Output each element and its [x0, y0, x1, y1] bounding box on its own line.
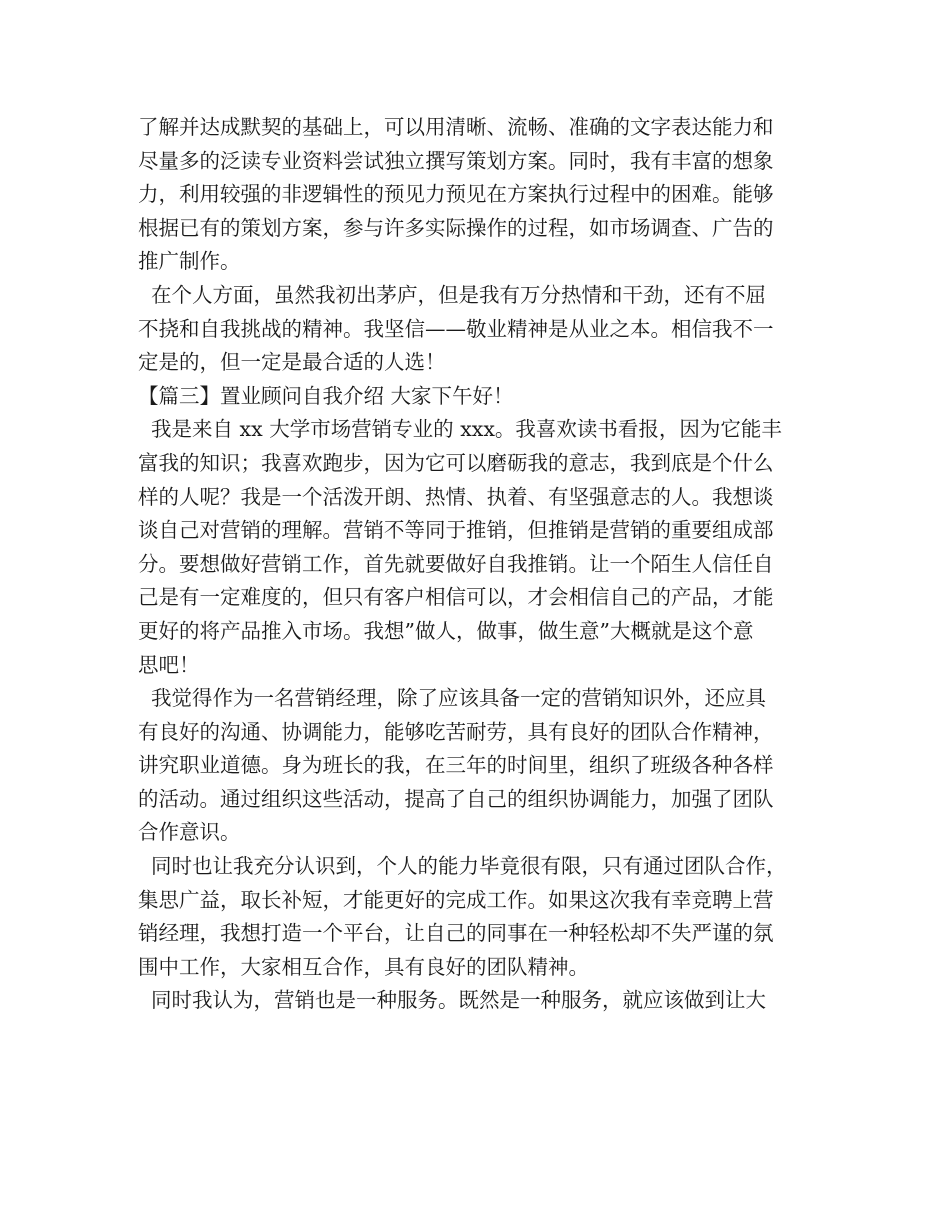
text-line: 我觉得作为一名营销经理，除了应该具备一定的营销知识外，还应具	[138, 686, 767, 711]
text-line: 围中工作，大家相互合作，具有良好的团队精神。	[138, 954, 589, 979]
text-line: 力，利用较强的非逻辑性的预见力预见在方案执行过程中的困难。能够	[138, 182, 774, 207]
section-heading: 【篇三】置业顾问自我介绍 大家下午好！	[138, 383, 514, 408]
document-page	[138, 111, 828, 1018]
text-line: 在个人方面，虽然我初出茅庐，但是我有万分热情和干劲，还有不屈	[138, 282, 767, 307]
text-line: 有良好的沟通、协调能力，能够吃苦耐劳，具有良好的团队合作精神，	[138, 719, 774, 744]
text-line: 分。要想做好营销工作，首先就要做好自我推销。让一个陌生人信任自	[138, 551, 774, 576]
text-line: 集思广益，取长补短，才能更好的完成工作。如果这次我有幸竞聘上营	[138, 887, 774, 912]
text-line: 了解并达成默契的基础上，可以用清晰、流畅、准确的文字表达能力和	[138, 115, 774, 139]
text-line: 合作意识。	[138, 820, 241, 845]
text-line: 根据已有的策划方案，参与许多实际操作的过程，如市场调查、广告的	[138, 215, 774, 240]
text-line: 样的人呢？我是一个活泼开朗、热情、执着、有坚强意志的人。我想谈	[138, 484, 774, 509]
text-line: 更好的将产品推入市场。我想”做人，做事，做生意”大概就是这个意	[138, 618, 754, 643]
text-line: 推广制作。	[138, 249, 241, 274]
text-line: 讲究职业道德。身为班长的我，在三年的时间里，组织了班级各种各样	[138, 753, 774, 778]
text-line: 我是来自 xx 大学市场营销专业的 xxx。我喜欢读书看报，因为它能丰	[138, 417, 782, 442]
text-line: 同时也让我充分认识到，个人的能力毕竟很有限，只有通过团队合作，	[138, 854, 787, 879]
text-line: 定是的，但一定是最合适的人选！	[138, 350, 446, 375]
text-line: 己是有一定难度的，但只有客户相信可以，才会相信自己的产品，才能	[138, 585, 774, 610]
text-line: 销经理，我想打造一个平台，让自己的同事在一种轻松却不失严谨的氛	[138, 921, 774, 946]
text-line: 尽量多的泛读专业资料尝试独立撰写策划方案。同时，我有丰富的想象	[138, 148, 774, 173]
text-line: 谈自己对营销的理解。营销不等同于推销，但推销是营销的重要组成部	[138, 518, 774, 543]
text-line: 的活动。通过组织这些活动，提高了自己的组织协调能力，加强了团队	[138, 786, 774, 811]
text-line: 富我的知识；我喜欢跑步，因为它可以磨砺我的意志，我到底是个什么	[138, 450, 774, 475]
text-line: 思吧！	[138, 652, 200, 677]
text-line: 同时我认为，营销也是一种服务。既然是一种服务，就应该做到让大	[138, 988, 767, 1013]
text-line: 不挠和自我挑战的精神。我坚信——敬业精神是从业之本。相信我不一	[138, 316, 774, 341]
